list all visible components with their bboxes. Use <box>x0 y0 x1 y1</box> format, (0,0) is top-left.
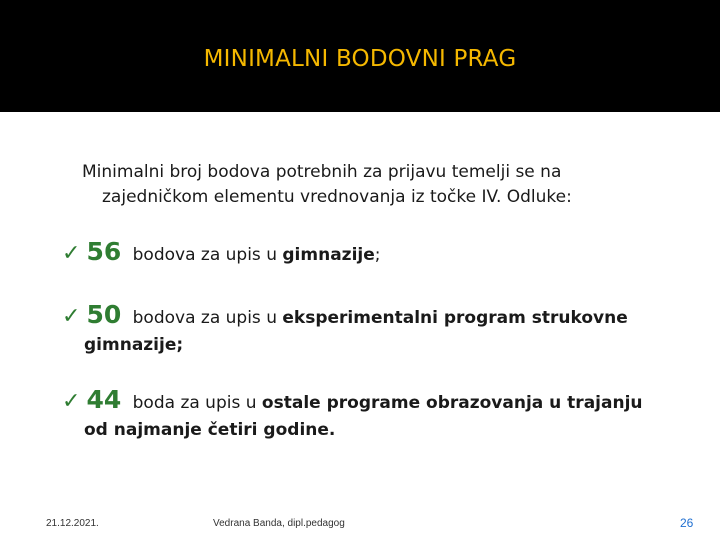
bullet-number: 56 <box>86 237 122 266</box>
bullet-text: bodova za upis u <box>127 308 283 328</box>
title-bar <box>0 0 720 112</box>
bullet-text: boda za upis u <box>127 393 262 413</box>
footer-date: 21.12.2021. <box>46 518 99 529</box>
intro-rest: potrebnih za prijavu temelji se na <box>270 162 562 182</box>
bullet-item-50 <box>62 301 682 359</box>
check-icon: ✓ <box>62 241 81 266</box>
page-number: 26 <box>680 516 694 530</box>
bullet-tail: ; <box>374 245 381 265</box>
bullet-item-56 <box>62 238 682 269</box>
bullet-bold: ostale programe obrazovanja u trajanju <box>261 393 643 413</box>
bullet-item-44 <box>62 386 682 444</box>
intro-lead: Minimalni broj bodova <box>82 162 271 182</box>
bullet-text: bodova za upis u <box>127 245 283 265</box>
check-icon: ✓ <box>62 304 81 329</box>
bullet-bold-line2: gimnazije; <box>84 335 184 355</box>
footer-author: Vedrana Banda, dipl.pedagog <box>213 518 345 529</box>
page-title: MINIMALNI BODOVNI PRAG <box>203 46 517 72</box>
intro-paragraph <box>82 160 672 210</box>
intro-line2: zajedničkom elementu vrednovanja iz točke IV. Odluke: <box>102 187 572 207</box>
bullet-number: 44 <box>86 385 122 414</box>
bullet-bold: eksperimentalni program strukovne <box>282 308 628 328</box>
bullet-bold: gimnazije <box>282 245 375 265</box>
bullet-bold-line2: od najmanje četiri godine. <box>84 420 336 440</box>
bullet-number: 50 <box>86 300 122 329</box>
check-icon: ✓ <box>62 389 81 414</box>
